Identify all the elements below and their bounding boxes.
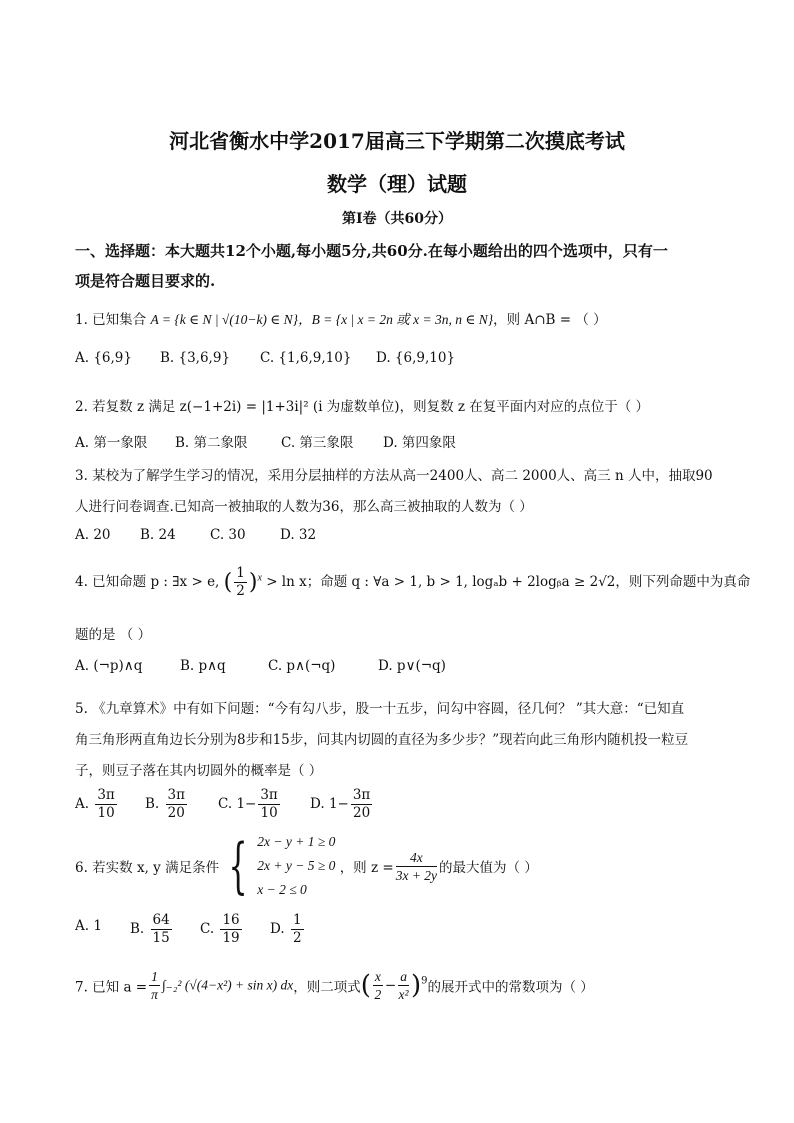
- q6-option-b: B. $\frac{64}{15}$: [130, 912, 170, 946]
- question-2: 2. 若复数 z 满足 z(−1+2i) = |1+3i|² (i 为虚数单位)，则复数 z 在复平面内对应的点位于（ ）: [75, 399, 650, 415]
- q1-tail: ，则 A∩B = （ ）: [493, 312, 607, 328]
- q1-prefix: 1. 已知集合: [75, 312, 147, 328]
- q4-option-a: A. (¬p)∧q: [75, 658, 143, 674]
- question-4-line1: 4. 已知命题 p : ∃x > e, ( $\frac{1}{2}$ )$^x$ > ln x；命题 q : ∀a > 1, b > 1, logₐb + 2logᵦa ≥ 2√2，则下列命题中为真命: [75, 565, 751, 599]
- q4-mid: > ln x；命题 q : ∀a > 1, b > 1, logₐb + 2logᵦa ≥ 2√2，则下列命题中为真命: [266, 574, 751, 590]
- question-3-line2: 人进行问卷调查.已知高一被抽取的人数为36，那么高三被抽取的人数为（ ）: [75, 499, 533, 515]
- q7-binomial-term1: $\frac{x}{2}$: [374, 969, 382, 1002]
- q3-option-b: B. 24: [140, 527, 176, 543]
- q4-option-d: D. p∨(¬q): [378, 658, 446, 674]
- q5-option-a: A. $\frac{3\pi}{10}$: [75, 787, 115, 821]
- q1-option-d: D. {6,9,10}: [376, 350, 456, 366]
- q1-option-c: C. {1,6,9,10}: [260, 350, 352, 366]
- brace-symbol: {: [228, 831, 248, 901]
- q7-binomial-term2: $\frac{a}{\text{x²}}$: [398, 969, 409, 1002]
- q2-option-d: D. 第四象限: [383, 435, 456, 451]
- q2-option-b: B. 第二象限: [175, 435, 248, 451]
- q4-prefix: 4. 已知命题 p : ∃x > e,: [75, 574, 220, 590]
- part-heading: 第Ⅰ卷（共60分）: [341, 211, 453, 227]
- q2-option-a: A. 第一象限: [75, 435, 148, 451]
- q4-option-b: B. p∧q: [180, 658, 226, 674]
- q7-integral: ∫₋₂² (√(4−x²) + sin x) dx: [161, 977, 294, 993]
- question-6: [75, 830, 538, 902]
- q3-option-a: A. 20: [75, 527, 111, 543]
- q1-option-a: A. {6,9}: [75, 350, 132, 366]
- q2-option-c: C. 第三象限: [281, 435, 354, 451]
- q4-fraction: $\frac{1}{2}$: [236, 565, 245, 599]
- question-5-line1: 5. 《九章算术》中有如下问题：“今有勾八步，股一十五步，问勾中容圆，径几何？ ”其大意：“已知直: [75, 701, 685, 717]
- question-5-line2: 角三角形两直角边长分别为8步和15步，问其内切圆的直径为多少步？”现若向此三角形内随机投一粒豆: [75, 732, 689, 748]
- q1-option-b: B. {3,6,9}: [160, 350, 231, 366]
- q6-tail: 的最大值为（ ）: [439, 860, 538, 876]
- q6-option-c: C. $\frac{16}{19}$: [200, 912, 240, 946]
- page-subtitle: 数学（理）试题: [327, 172, 467, 196]
- q3-option-d: D. 32: [280, 527, 317, 543]
- question-4-line2: 题的是 （ ）: [75, 627, 152, 643]
- q6-fraction: $\frac{4x}{3x + 2y}$: [395, 849, 438, 883]
- q5-option-c: C. 1− $\frac{3\pi}{10}$: [218, 787, 278, 821]
- q6-option-a: A. 1: [75, 918, 102, 934]
- question-5-line3: 子，则豆子落在其内切圆外的概率是（ ）: [75, 763, 323, 779]
- page-title: 河北省衡水中学2017届高三下学期第二次摸底考试: [169, 129, 625, 153]
- section-heading-line1: 一、选择题：本大题共12个小题,每小题5分,共60分.在每小题给出的四个选项中，只有一: [75, 242, 668, 260]
- q4-option-c: C. p∧(¬q): [268, 658, 336, 674]
- question-7: 7. 已知 a = $\frac{1}{\pi}$ ∫₋₂² (√(4−x²) + sin x) dx，则二项式( $\frac{x}{2}$ − $\frac{a}{\text{x²}}$ )$^9$的展开式中的常数项为（ ）: [75, 969, 594, 1002]
- q3-option-c: C. 30: [210, 527, 246, 543]
- q1-set-b: ，B = {x | x = 2n 或 x = 3n, n ∈ N}: [298, 312, 494, 327]
- q6-mid: ，则 z =: [339, 860, 394, 876]
- q1-set-a: A = {k ∈ N | √(10−k) ∈ N}: [150, 312, 299, 327]
- q6-option-d: D. $\frac{1}{2}$: [270, 912, 302, 946]
- q5-option-b: B. $\frac{3\pi}{20}$: [145, 787, 185, 821]
- q6-conditions: 2x − y + 1 ≥ 0 2x + y − 5 ≥ 0 x − 2 ≤ 0: [257, 834, 336, 897]
- question-3-line1: 3. 某校为了解学生学习的情况，采用分层抽样的方法从高一2400人、高二 2000人、高三 n 人中，抽取90: [75, 468, 713, 484]
- q6-prefix: 6. 若实数 x, y 满足条件: [75, 860, 220, 876]
- question-1: [75, 308, 607, 328]
- section-heading-line2: 项是符合题目要求的.: [75, 272, 216, 290]
- q7-coef-fraction: $\frac{1}{\pi}$: [151, 969, 158, 1002]
- q5-option-d: D. 1− $\frac{3\pi}{20}$: [310, 787, 371, 821]
